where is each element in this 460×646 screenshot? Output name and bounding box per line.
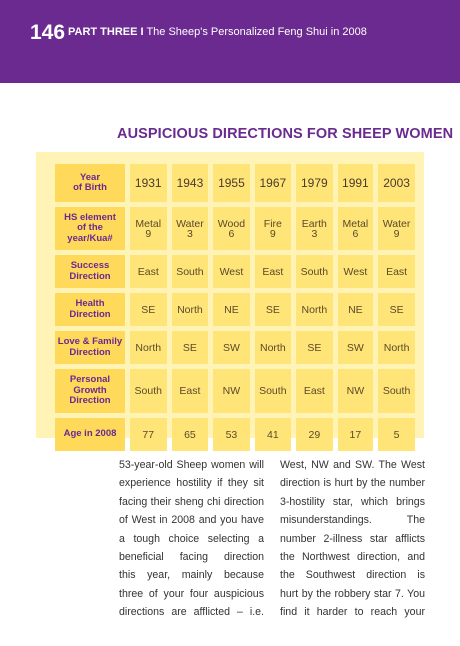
text-line: direction is hurt by the number [280, 477, 425, 490]
table-cell: SE [296, 331, 333, 364]
cell-line: 9 [393, 227, 400, 240]
text-line: the Southwest direction is [280, 569, 425, 582]
table-cell: 1979 [296, 164, 333, 202]
text-line: West, NW and SW. The West [280, 459, 425, 471]
text-line: of West in 2008 and you have [119, 514, 264, 527]
cell-line: 6 [352, 227, 359, 240]
table-cell: SW [213, 331, 249, 364]
table-cell: North [296, 293, 333, 326]
table-cell: North [378, 331, 415, 364]
table-cell: 5 [378, 418, 415, 451]
cell-line: Water [382, 217, 411, 230]
cell-line: Wood [217, 217, 246, 230]
row-header-line: Success [70, 260, 110, 271]
table-cell [255, 207, 292, 250]
cell-line: 6 [228, 227, 235, 240]
table-cell: SE [378, 293, 415, 326]
body-column-left [119, 456, 264, 622]
text-line: misunderstandings. The [280, 514, 425, 527]
table-cell: NE [338, 293, 374, 326]
table-cell: SE [130, 293, 167, 326]
text-line: 53-year-old Sheep women will [119, 459, 264, 471]
success-direction-row [55, 255, 415, 288]
table-cell: East [296, 369, 333, 413]
table-cell: NW [338, 369, 374, 413]
text-line: find it harder to reach your [280, 606, 425, 619]
text-line: three of your four auspicious [119, 587, 264, 600]
row-header [55, 293, 125, 326]
table-cell: 65 [172, 418, 209, 451]
year-of-birth-row [55, 164, 415, 202]
row-header-line: year/Kua# [67, 232, 113, 244]
page-number: 146 [30, 21, 66, 44]
part-label: PART THREE [68, 26, 138, 38]
text-line: experience hostility if they sit [119, 477, 264, 490]
health-direction-row [55, 293, 415, 326]
directions-table-panel [36, 152, 424, 441]
directions-table [50, 159, 420, 456]
table-cell: 1991 [338, 164, 374, 202]
table-cell: East [172, 369, 209, 413]
body-column-right [280, 456, 425, 622]
row-header [55, 164, 125, 202]
cell-line: Metal [135, 217, 162, 230]
table-cell: 1943 [172, 164, 209, 202]
table-cell: East [255, 255, 292, 288]
table-cell: South [130, 369, 167, 413]
table-cell [130, 207, 167, 250]
row-header-line: Direction [69, 346, 111, 358]
table-cell: 17 [338, 418, 374, 451]
table-cell: North [255, 331, 292, 364]
table-cell: 41 [255, 418, 292, 451]
text-line: hurt by the robbery star 7. You [280, 587, 425, 600]
table-cell: West [338, 255, 374, 288]
cell-line: Earth [301, 217, 327, 230]
table-cell: North [172, 293, 209, 326]
row-header-line: Health [75, 298, 105, 309]
personal-growth-direction-row [55, 369, 415, 413]
table-cell: South [255, 369, 292, 413]
text-line: this year, mainly because [119, 569, 264, 582]
table-cell [172, 207, 209, 250]
text-line: beneficial facing direction [119, 551, 264, 564]
age-row [55, 418, 415, 451]
text-line: directions are afflicted – i.e. [119, 606, 264, 619]
row-header-line: Year [79, 171, 101, 183]
row-header-line: Direction [69, 270, 111, 282]
text-line: number 2-illness star afflicts [280, 532, 425, 545]
cell-line: Fire [263, 217, 282, 230]
page-header [0, 0, 460, 83]
table-cell: 1931 [130, 164, 167, 202]
element-kua-row [55, 207, 415, 250]
row-header-line: HS element [64, 211, 116, 223]
row-header-line: Love & Family [57, 336, 123, 347]
text-line: 3-hostility star, which brings [280, 495, 425, 508]
table-cell: 29 [296, 418, 333, 451]
row-header-line: Direction [69, 395, 111, 407]
table-cell: East [130, 255, 167, 288]
row-header-line: Age in 2008 [63, 428, 117, 440]
table-cell: NE [213, 293, 249, 326]
table-cell [213, 207, 249, 250]
text-line: a tough choice selecting a [119, 532, 264, 545]
table-cell: West [213, 255, 249, 288]
cell-line: 9 [269, 227, 276, 240]
row-header [55, 418, 125, 451]
cell-line: 3 [311, 227, 318, 240]
row-header-line: Direction [69, 308, 111, 320]
row-header-line: of Birth [73, 182, 107, 193]
cell-line: Water [176, 217, 204, 230]
table-cell: NW [213, 369, 249, 413]
section-title: AUSPICIOUS DIRECTIONS FOR SHEEP WOMEN [117, 126, 454, 142]
table-cell: SE [255, 293, 292, 326]
chapter-title: The Sheep's Personalized Feng Shui in 2008 [146, 26, 367, 38]
table-cell: South [378, 369, 415, 413]
row-header-line: Growth [73, 384, 107, 396]
text-line: facing their sheng chi direction [119, 495, 264, 508]
table-cell [296, 207, 333, 250]
table-cell: 53 [213, 418, 249, 451]
running-title [68, 26, 367, 38]
cell-line: 3 [186, 227, 193, 240]
table-cell: SW [338, 331, 374, 364]
row-header-line: Personal [69, 374, 111, 386]
row-header [55, 331, 125, 364]
table-cell: South [296, 255, 333, 288]
table-cell: 77 [130, 418, 167, 451]
table-cell: 2003 [378, 164, 415, 202]
table-cell: South [172, 255, 209, 288]
cell-line: Metal [342, 217, 369, 230]
table-cell: East [378, 255, 415, 288]
row-header-line: of the [77, 222, 103, 234]
table-cell [338, 207, 374, 250]
table-cell: North [130, 331, 167, 364]
table-cell: 1967 [255, 164, 292, 202]
table-cell: SE [172, 331, 209, 364]
title-separator: I [140, 26, 144, 38]
row-header [55, 207, 125, 250]
row-header [55, 369, 125, 413]
table-cell: 1955 [213, 164, 249, 202]
text-line: the Northwest direction, and [280, 551, 425, 564]
love-family-direction-row [55, 331, 415, 364]
cell-line: 9 [145, 227, 152, 240]
row-header [55, 255, 125, 288]
table-cell [378, 207, 415, 250]
